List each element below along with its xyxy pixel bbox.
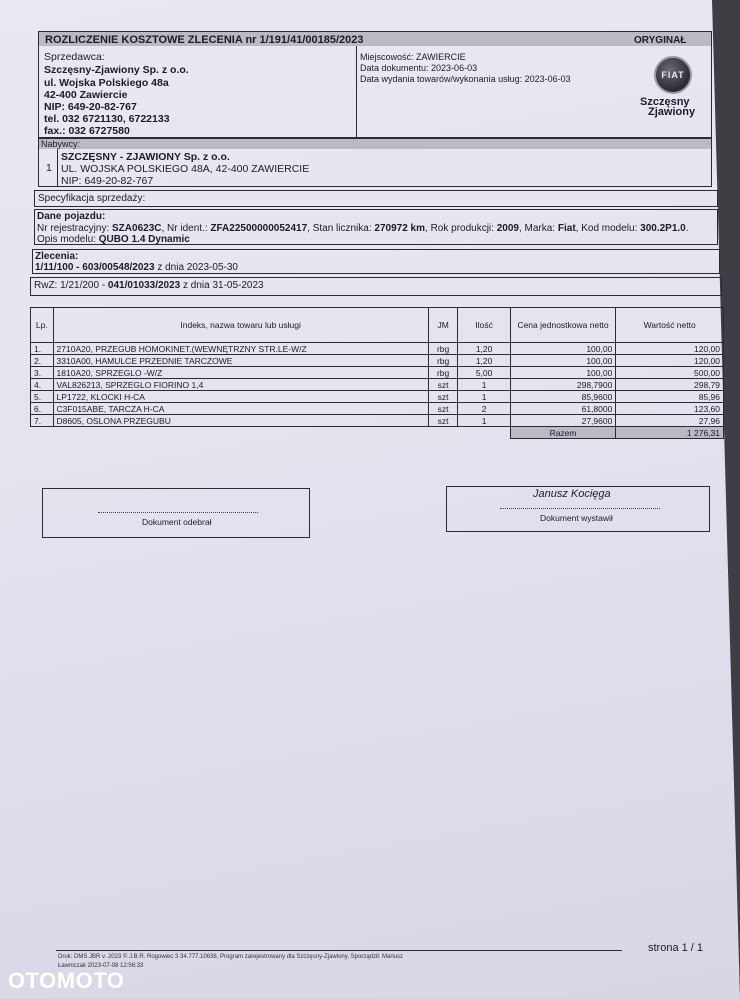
cell-net-value: 123,60 (616, 403, 724, 415)
col-unit-price: Cena jednostkowa netto (510, 308, 616, 343)
document-title: ROZLICZENIE KOSZTOWE ZLECENIA nr 1/191/41/00185/2023 (45, 34, 364, 46)
col-qty: Ilość (458, 308, 510, 343)
footer-print-info: Druk: DMS JBR v. 2023 © J.B.R. Rogowiec 3 34.777.10638, Program zarejestrowany dla Szczęsny-Zjawiony, Sporządził: Mariusz (58, 954, 404, 960)
seller-name: Szczęsny-Zjawiony Sp. z o.o. (44, 64, 189, 76)
cell-unit: szt (428, 415, 458, 427)
vin-label: , Nr ident.: (161, 223, 211, 234)
brand-line-1: Szczęsny (640, 96, 690, 108)
place: Miejscowość: ZAWIERCIE (360, 52, 466, 62)
cell-lp: 2. (31, 355, 54, 367)
buyer-number: 1 (46, 162, 52, 174)
cell-lp: 6. (31, 403, 54, 415)
cell-qty: 1,20 (458, 355, 510, 367)
cell-qty: 5,00 (458, 367, 510, 379)
issue-date: Data wydania towarów/wykonania usług: 2023-06-03 (360, 74, 571, 84)
cell-unit: szt (428, 403, 458, 415)
cell-unit: szt (428, 391, 458, 403)
model-code: 300.2P1.0 (640, 223, 686, 234)
year: 2009 (496, 223, 519, 234)
orders-label: Zlecenia: (35, 251, 79, 262)
spec-label: Specyfikacja sprzedaży: (38, 193, 146, 204)
total-row (31, 427, 724, 439)
rwz-line (34, 280, 264, 292)
reg-label: Nr rejestracyjny: (37, 223, 113, 234)
received-signature-line (98, 512, 258, 513)
cell-name: 3310A00, HAMULCE PRZEDNIE TARCZOWE (53, 355, 428, 367)
table-row (31, 367, 724, 379)
buyers-bar (39, 139, 711, 149)
order-line (35, 262, 238, 274)
rwz-label: RwZ: 1/21/200 - (34, 280, 108, 291)
buyer-nip: NIP: 649-20-82-767 (61, 175, 154, 187)
cell-unit: rbg (428, 343, 458, 355)
order-number: 1/11/100 - 603/00548/2023 (35, 262, 155, 273)
seller-phone: tel. 032 6721130, 6722133 (44, 113, 170, 125)
model-code-label: , Kod modelu: (575, 223, 641, 234)
mileage-label: , Stan licznika: (307, 223, 375, 234)
buyer-name: SZCZĘSNY - ZJAWIONY Sp. z o.o. (61, 151, 230, 163)
table-row (31, 355, 724, 367)
rwz-date: z dnia 31-05-2023 (180, 280, 264, 291)
cell-unit: rbg (428, 355, 458, 367)
cell-name: D8605, OSLONA PRZEGUBU (53, 415, 428, 427)
vehicle-label: Dane pojazdu: (37, 211, 106, 222)
items-table (30, 307, 724, 439)
make: Fiat (557, 223, 576, 234)
table-row (31, 403, 724, 415)
footer-print-date: Ławniczak 2023-07-08 12:56:33 (58, 963, 144, 969)
cell-qty: 2 (458, 403, 510, 415)
cell-qty: 1 (458, 379, 510, 391)
otomoto-watermark: OTOMOTO (8, 968, 125, 993)
cell-net-value: 120,00 (616, 355, 724, 367)
issuer-name: Janusz Kocięga (533, 488, 611, 500)
page-number: strona 1 / 1 (648, 942, 704, 954)
cell-unit-price: 298,7900 (510, 379, 616, 391)
rwz-number: 041/01033/2023 (107, 280, 181, 291)
cell-lp: 7. (31, 415, 54, 427)
seller-street: ul. Wojska Polskiego 48a (44, 77, 169, 89)
seller-label: Sprzedawca: (44, 51, 105, 63)
reg-number: SZA0623C (112, 223, 162, 234)
year-label: , Rok produkcji: (425, 223, 497, 234)
cell-name: LP1722, KLOCKI H-CA (53, 391, 428, 403)
footer-rule (56, 950, 622, 951)
seller-nip: NIP: 649-20-82-767 (44, 101, 137, 113)
cell-qty: 1,20 (458, 343, 510, 355)
col-lp: Lp. (31, 308, 54, 343)
issued-label: Dokument wystawił (540, 513, 613, 523)
cell-unit-price: 100,00 (510, 367, 616, 379)
seller-city: 42-400 Zawiercie (44, 89, 128, 101)
total-value: 1 276,31 (616, 427, 724, 439)
mileage: 270972 km (374, 223, 426, 234)
order-date: z dnia 2023-05-30 (154, 262, 238, 273)
buyer-no-divider (57, 149, 58, 187)
original-label: ORYGINAŁ (634, 35, 687, 46)
vin: ZFA22500000052417 (210, 223, 308, 234)
header-divider (356, 46, 357, 138)
col-net-value: Wartość netto (616, 308, 724, 343)
buyers-label: Nabywcy: (41, 139, 81, 149)
total-label: Razem (510, 427, 616, 439)
cell-lp: 3. (31, 367, 54, 379)
cell-net-value: 120,00 (616, 343, 724, 355)
model-description (37, 234, 190, 246)
received-label: Dokument odebrał (142, 517, 212, 527)
received-box (42, 488, 310, 538)
col-name: Indeks, nazwa towaru lub usługi (53, 308, 428, 343)
cell-net-value: 27,96 (616, 415, 724, 427)
cell-lp: 5. (31, 391, 54, 403)
cell-unit: rbg (428, 367, 458, 379)
document-date: Data dokumentu: 2023-06-03 (360, 63, 478, 73)
cell-name: C3F015ABE, TARCZA H-CA (53, 403, 428, 415)
cell-qty: 1 (458, 391, 510, 403)
table-row (31, 343, 724, 355)
cell-name: 1810A20, SPRZEGLO -W/Z (53, 367, 428, 379)
seller-fax: fax.: 032 6727580 (44, 125, 130, 137)
cell-unit-price: 100,00 (510, 355, 616, 367)
fiat-logo-icon: FIAT (654, 56, 692, 94)
brand-line-2: Zjawiony (648, 106, 696, 118)
cell-unit-price: 27,9600 (510, 415, 616, 427)
period: . (685, 223, 689, 234)
issued-signature-line (500, 508, 660, 509)
cell-net-value: 500,00 (616, 367, 724, 379)
col-unit: JM (428, 308, 458, 343)
buyer-address: UL. WOJSKA POLSKIEGO 48A, 42-400 ZAWIERCIE (61, 163, 310, 175)
cell-unit-price: 61,8000 (510, 403, 616, 415)
cell-net-value: 298,79 (616, 379, 724, 391)
model-desc: QUBO 1.4 Dynamic (98, 234, 190, 245)
cell-unit: szt (428, 379, 458, 391)
cell-name: VAL826213, SPRZEGLO FIORINO 1,4 (53, 379, 428, 391)
table-row (31, 415, 724, 427)
table-header-row (31, 308, 724, 343)
cell-qty: 1 (458, 415, 510, 427)
cell-lp: 4. (31, 379, 54, 391)
make-label: , Marka: (518, 223, 558, 234)
cell-lp: 1. (31, 343, 54, 355)
model-desc-label: Opis modelu: (37, 234, 99, 245)
cell-unit-price: 100,00 (510, 343, 616, 355)
table-row (31, 379, 724, 391)
cell-name: 2710A20, PRZEGUB HOMOKINET.(WEWNĘTRZNY STR.LE-W/Z (53, 343, 428, 355)
cell-net-value: 85,96 (616, 391, 724, 403)
cell-unit-price: 85,9600 (510, 391, 616, 403)
table-row (31, 391, 724, 403)
